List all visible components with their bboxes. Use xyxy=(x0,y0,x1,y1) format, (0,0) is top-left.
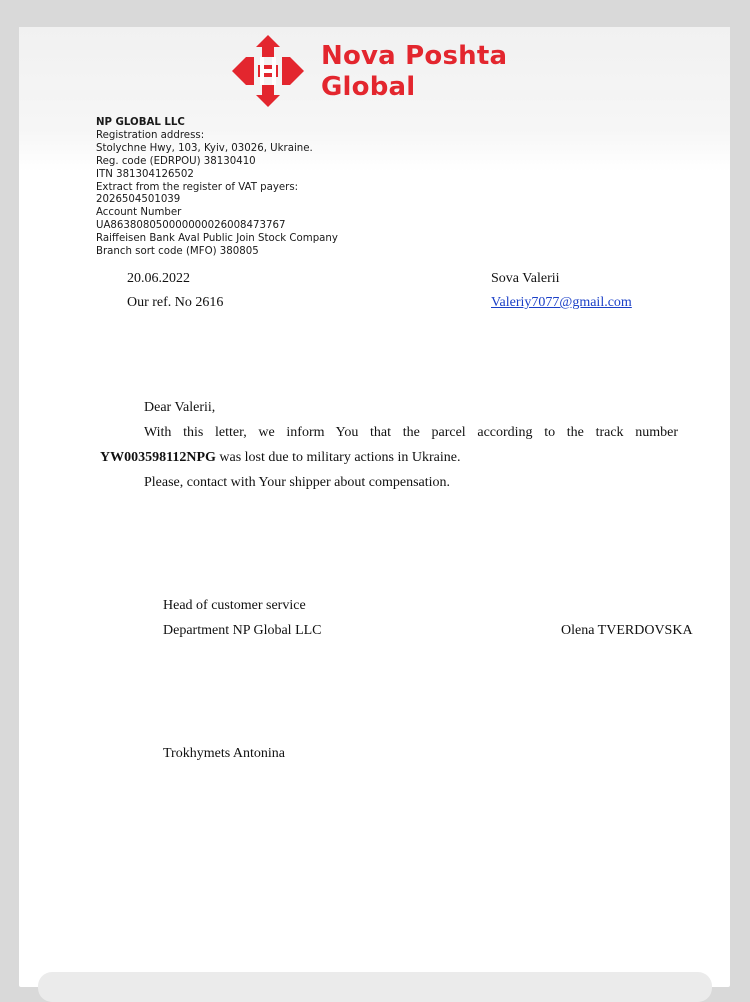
company-details xyxy=(96,117,338,259)
letter-body xyxy=(100,395,678,495)
company-line: Reg. code (EDRPOU) 38130410 xyxy=(96,155,256,167)
brand-line-2: Global xyxy=(321,72,416,102)
message-end: was lost due to military actions in Ukraine. xyxy=(215,450,461,465)
reference-number: Our ref. No 2616 xyxy=(127,295,224,310)
greeting: Dear Valerii, xyxy=(144,400,216,415)
signatory-title-1: Head of customer service xyxy=(163,598,306,613)
bottom-toolbar xyxy=(38,972,712,1002)
company-line: Registration address: xyxy=(96,129,205,141)
signatory-title-2: Department NP Global LLC xyxy=(163,623,322,638)
brand-name xyxy=(321,41,507,103)
recipient-name: Sova Valerii xyxy=(491,271,560,286)
nova-poshta-logo-icon xyxy=(232,35,304,107)
company-line: 2026504501039 xyxy=(96,194,181,206)
message-start: With this letter, we inform You that the parcel according to the track number xyxy=(144,425,678,440)
company-line: ITN 381304126502 xyxy=(96,168,194,180)
company-line: Branch sort code (MFO) 380805 xyxy=(96,246,259,258)
signatory-name: Olena TVERDOVSKA xyxy=(561,623,693,638)
company-line: Extract from the register of VAT payers: xyxy=(96,181,299,193)
company-name: NP GLOBAL LLC xyxy=(96,117,185,128)
contact-note: Please, contact with Your shipper about compensation. xyxy=(144,475,451,490)
letter-page xyxy=(19,27,730,987)
company-line: UA863808050000000026008473767 xyxy=(96,220,286,232)
company-line: Account Number xyxy=(96,207,182,219)
recipient-email-link[interactable]: Valeriy7077@gmail.com xyxy=(491,295,632,310)
message-paragraph xyxy=(100,420,678,470)
company-line: Stolychne Hwy, 103, Kyiv, 03026, Ukraine. xyxy=(96,142,313,154)
track-number: YW003598112NPG xyxy=(100,450,216,465)
brand-line-1: Nova Poshta xyxy=(321,41,508,71)
company-line: Raiffeisen Bank Aval Public Join Stock Company xyxy=(96,233,338,245)
letter-date: 20.06.2022 xyxy=(127,271,190,286)
executor-name: Trokhymets Antonina xyxy=(163,746,285,761)
